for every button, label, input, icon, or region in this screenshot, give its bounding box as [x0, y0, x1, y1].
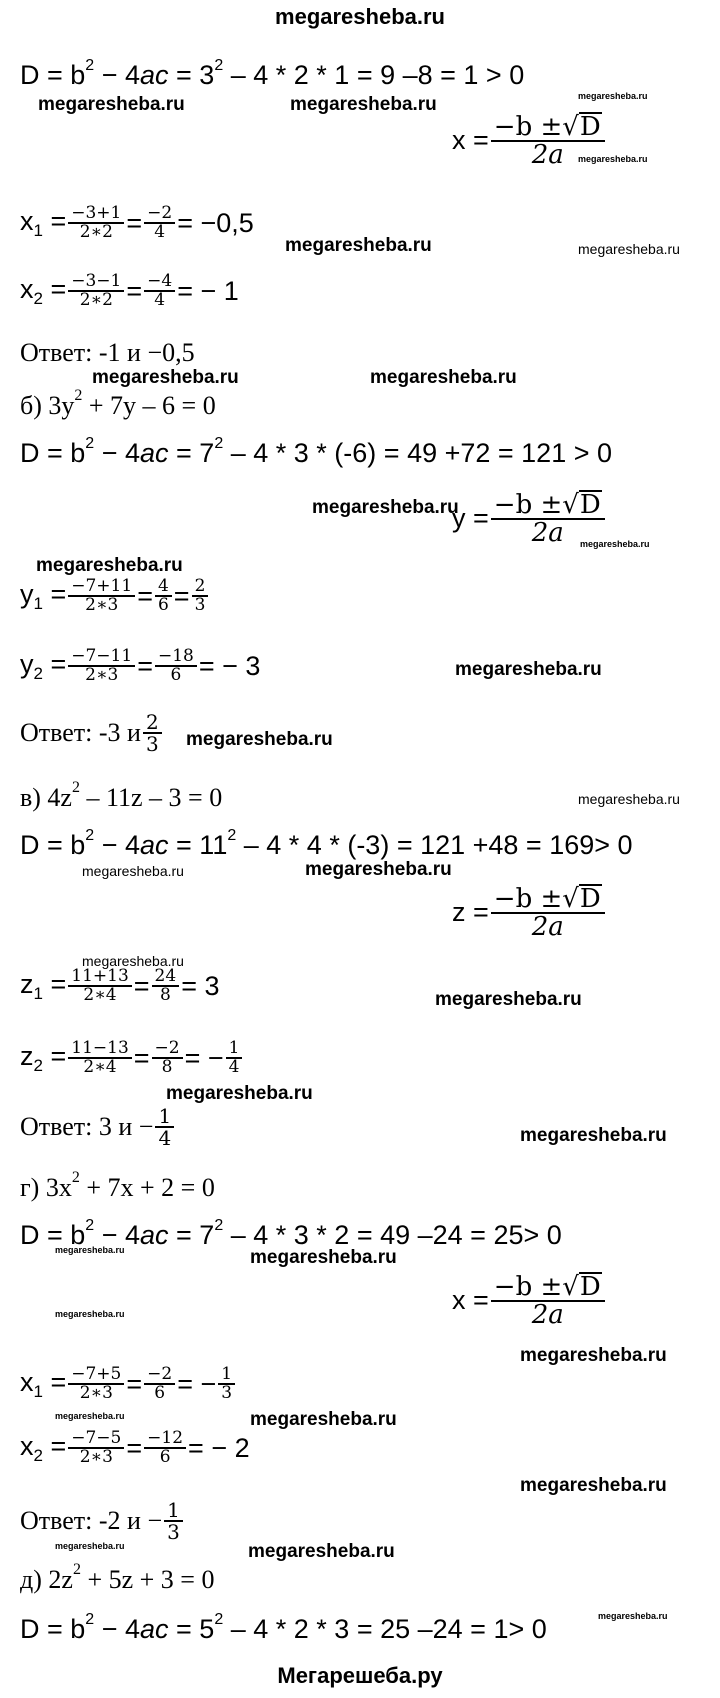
root-z1-c: $z_1$ = $\frac{11+13}{2∗4}$ = $\frac{24}{8}$ = 3	[20, 966, 220, 1005]
discriminant-line-d: $D = b^2 - 4ac = 7^2 - 4 * 3 * 2 = 49$ –24 = 25> 0	[20, 1217, 562, 1250]
discriminant-line-e: $D = b^2 - 4ac = 5^2 - 4 * 2 * 3 = 25$ –24 = 1> 0	[20, 1611, 547, 1644]
watermark: megaresheba.ru	[82, 863, 184, 879]
watermark: megaresheba.ru	[578, 791, 680, 807]
watermark: megaresheba.ru	[250, 1247, 397, 1268]
answer-b: Ответ: -3 и $\frac{2}{3}$	[20, 712, 164, 754]
answer-a: Ответ: -1 и −0,5	[20, 338, 195, 367]
watermark: megaresheba.ru	[520, 1345, 667, 1366]
watermark: megaresheba.ru	[55, 1309, 125, 1319]
discriminant-line-b: $D = b^2 - 4ac = 7^2 - 4 * 3 * (-6) = 49 +72 = 121 > 0$	[20, 435, 613, 468]
watermark: megaresheba.ru	[55, 1541, 125, 1551]
root-x1-d: $x_1$ = $\frac{-7+5}{2∗3}$ = $\frac{-2}{6}$ = − $\frac{1}{3}$	[20, 1366, 237, 1402]
watermark: megaresheba.ru	[55, 1245, 125, 1255]
equation-d: г) $3x^2 + 7x + 2 = 0$	[20, 1169, 215, 1202]
watermark: megaresheba.ru	[312, 497, 459, 518]
watermark: megaresheba.ru	[578, 91, 648, 101]
equation-b: б) $3y^2 + 7y - 6 = 0$	[20, 387, 216, 420]
watermark: megaresheba.ru	[435, 989, 582, 1010]
root-formula-x-a: x = −b ±√ D 2a	[452, 112, 607, 168]
watermark: megaresheba.ru	[38, 94, 185, 115]
root-formula-z-c: z = −b ±√ D 2a	[452, 884, 607, 940]
watermark: megaresheba.ru	[92, 367, 239, 388]
root-x2-d: $x_2$ = $\frac{-7-5}{2∗3}$ = $\frac{-12}{6}$ = − 2	[20, 1428, 250, 1467]
root-z2-c: $z_2$ = $\frac{11-13}{2∗4}$ = $\frac{-2}{8}$ = − $\frac{1}{4}$	[20, 1040, 244, 1076]
root-x1-a: $x_1$ = $\frac{-3+1}{2∗2}$ = $\frac{-2}{4}$ = −0,5	[20, 203, 254, 242]
watermark: megaresheba.ru	[248, 1541, 395, 1562]
watermark: megaresheba.ru	[82, 953, 184, 969]
root-formula-y-b: y = −b ±√ D 2a	[452, 490, 607, 546]
root-x2-a: $x_2$ = $\frac{-3-1}{2∗2}$ = $\frac{-4}{4}$ = − 1	[20, 271, 239, 310]
discriminant-line-c: $D = b^2 - 4ac = 11^2 - 4 * 4 * (-3) = 121 +48 = 169> 0$	[20, 827, 633, 860]
root-formula-x-d: x = −b ±√ D 2a	[452, 1272, 607, 1328]
discriminant-line-a: $D = b^2 - 4ac = 3^2 - 4 * 2 * 1 = 9$ –8 = 1 > 0	[20, 57, 525, 90]
watermark: megaresheba.ru	[55, 1411, 125, 1421]
answer-c: Ответ: 3 и − $\frac{1}{4}$	[20, 1106, 176, 1148]
watermark: megaresheba.ru	[250, 1409, 397, 1430]
watermark: megaresheba.ru	[578, 154, 648, 164]
watermark: megaresheba.ru	[285, 235, 432, 256]
watermark: megaresheba.ru	[580, 539, 650, 549]
root-y2-b: $y_2$ = $\frac{-7-11}{2∗3}$ = $\frac{-18}{6}$ = − 3	[20, 646, 261, 685]
equation-e: д) $2z^2 + 5z + 3 = 0$	[20, 1561, 215, 1594]
watermark: megaresheba.ru	[166, 1083, 313, 1104]
site-footer[interactable]: Мегарешеба.ру	[277, 1663, 443, 1688]
watermark: megaresheba.ru	[370, 367, 517, 388]
watermark: megaresheba.ru	[598, 1611, 668, 1621]
root-y1-b: $y_1$ = $\frac{-7+11}{2∗3}$ = $\frac{4}{6}$ = $\frac{2}{3}$	[20, 578, 210, 614]
watermark: megaresheba.ru	[305, 859, 452, 880]
watermark: megaresheba.ru	[455, 659, 602, 680]
watermark: megaresheba.ru	[578, 241, 680, 257]
answer-d: Ответ: -2 и − $\frac{1}{3}$	[20, 1500, 185, 1542]
watermark: megaresheba.ru	[520, 1475, 667, 1496]
watermark: megaresheba.ru	[186, 729, 333, 750]
site-header[interactable]: megaresheba.ru	[275, 4, 445, 29]
watermark: megaresheba.ru	[36, 555, 183, 576]
equation-c: в) $4z^2 - 11z - 3 = 0$	[20, 779, 223, 812]
watermark: megaresheba.ru	[290, 94, 437, 115]
watermark: megaresheba.ru	[520, 1125, 667, 1146]
